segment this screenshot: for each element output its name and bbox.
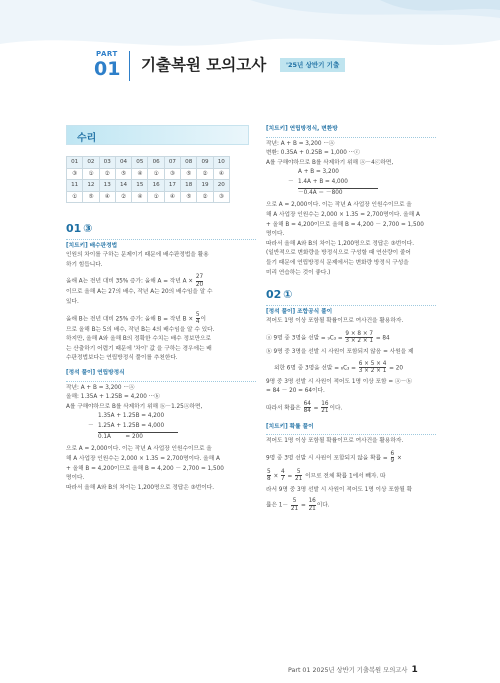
subject-label: 수리: [77, 133, 97, 144]
question-01-heading: 01 ③: [66, 222, 93, 235]
subject-banner: [66, 125, 249, 145]
table-row: 01 02 03 04 05 06 07 08 09 10: [67, 157, 230, 169]
part-label: PART: [96, 50, 118, 58]
tip-tag: [치트키] 배수판정법: [66, 242, 118, 249]
tip-tag: [치트키] 확률 풀이: [266, 423, 314, 430]
right-column: [치트키] 연립방정식, 변환방 작년: A + B = 3,200 ···ⓐ 변환: 0.35A + 0.25B = 1,000 ···ⓒ A를 구해야하므로 B를 삭제하기 위해 ⓐ－4ⓒ하면, A + B = 3,200 － 1.4A + B = 4,000 －0.4A ＝ －800 으로 A = 2,000이다. 이는 작년 A 사업장 인원수이므로 올 해 A 사업장 인원수는 2,000 × 1.35 = 2,700명이다. 올해 A + 올해 B = 4,200이므로 올해 B = 4,200 － 2,700 = 1,500 명이다. 따라서 올해 A와 B의 차이는 1,200명으로 정답은 ③번이다. (일반적으로 변화량을 방정식으로 구성할 때 연산량이 줄어 들기 때문에 연립방정식 문제에서는 변화량 방정식 구성을 미리 연습하는 것이 좋다.) 02 ① [정석 풀이] 조합공식 풀이 적어도 1명 이상 포함될 확률이므로 여사건을 활용하자. ⓐ 9명 중 3명을 선발 = ₉C₃ = $\frac{9 \times 8 \times 7}{3 \times 2 \times 1}$ = 84 ⓑ 9명 중 3명을 선발 시 사원이 포함되지 않음 = 사원을 제 외한 6명 중 3명을 선발 = ₆C₃ = $\frac{6 \times 5 \times 4}{3 \times 2 \times 1}$ = 20 9명 중 3명 선발 시 사원이 적어도 1명 이상 포함 = ⓐ－ⓑ = 84 － 20 = 64이다. 따라서 확률은 $\frac{64}{84}$ = $\frac{16}{21}$ 이다. [치트키] 확률 풀이 적어도 1명 이상 포함될 확률이므로 여사건을 활용하자. 9명 중 3명 선발 시 사원이 포함되지 않을 확률 = $\frac{6}{9}$ × $\frac{5}{8}$ × $\frac{4}{7}$ = $\frac{5}{21}$ 이므로 전체 확률 1에서 빼자. 따 라서 9명 중 3명 선발 시 사원이 적어도 1명 이상 포함될 확 률은 1－ $\frac{5}{21}$ = $\frac{16}{21}$ 이다.: [266, 125, 436, 512]
table-row: ③ ① ② ⑤ ④ ① ③ ⑤ ② ④: [67, 168, 230, 180]
solution-tag: [정석 풀이] 조합공식 풀이: [266, 308, 333, 315]
year-badge: '25년 상반기 기출: [280, 58, 345, 72]
page-footer: Part 01 2025년 상반기 기출복원 모의고사 1: [288, 665, 418, 675]
header-divider: [129, 51, 130, 81]
answer-table: [66, 156, 230, 203]
tip-tag: [치트키] 연립방정식, 변환방: [266, 126, 338, 132]
solution-tag: [정석 풀이] 연립방정식: [66, 369, 125, 376]
table-row: 11 12 13 14 15 16 17 18 19 20: [67, 180, 230, 192]
calc-block: A + B = 3,200 － 1.4A + B = 4,000 －0.4A ＝ －800: [288, 168, 436, 197]
header-decoration: [0, 0, 500, 100]
page-number: 1: [411, 665, 418, 675]
table-row: ① ⑤ ④ ② ④ ① ④ ⑤ ② ③: [67, 191, 230, 203]
question-02-heading: 02 ①: [266, 288, 293, 302]
left-column: 01 ③ [치트키] 배수판정법 인원의 차이를 구하는 문제이기 때문에 배수판정법을 활용 하기 힘듭니다. 올해 A는 전년 대비 35% 증가: 올해 A = 작년 A × $\frac{27}{20}$ 이므로 올해 A는 27의 배수, 작년 A는 20의 배수임을 알 수 있다. 올해 B는 전년 대비 25% 증가: 올해 B = 작년 B × $\frac{5}{4}$ 이 므로 올해 B는 5의 배수, 작년 B는 4의 배수임을 알 수 있다. 하지만, 올해 A와 올해 B의 정확한 수치는 배수 정보만으로 는 산출하기 어렵기 때문에 '차이' 값 을 구하는 경우에는 배 수판정법보다는 연립방정식 풀이를 추천한다. [정석 풀이] 연립방정식 작년: A + B = 3,200 ···ⓐ 올해: 1.35A + 1.25B = 4,200 ···ⓑ A를 구해야하므로 B를 삭제하기 위해 ⓑ－1.25ⓐ하면, 1.35A + 1.25B = 4,200 － 1.25A + 1.25B = 4,000 0.1A = 200 으로 A = 2,000이다. 이는 작년 A 사업장 인원수이므로 올 해 A 사업장 인원수는 2,000 × 1.35 = 2,700명이다. 올해 A + 올해 B = 4,200이므로 올해 B = 4,200 － 2,700 = 1,500 명이다. 따라서 올해 A와 B의 차이는 1,200명으로 정답은 ③번이다.: [66, 222, 256, 493]
page-title: 기출복원 모의고사: [141, 56, 267, 74]
calc-block: 1.35A + 1.25B = 4,200 － 1.25A + 1.25B = 4,000 0.1A = 200: [88, 412, 256, 441]
part-number: 01: [94, 58, 121, 80]
